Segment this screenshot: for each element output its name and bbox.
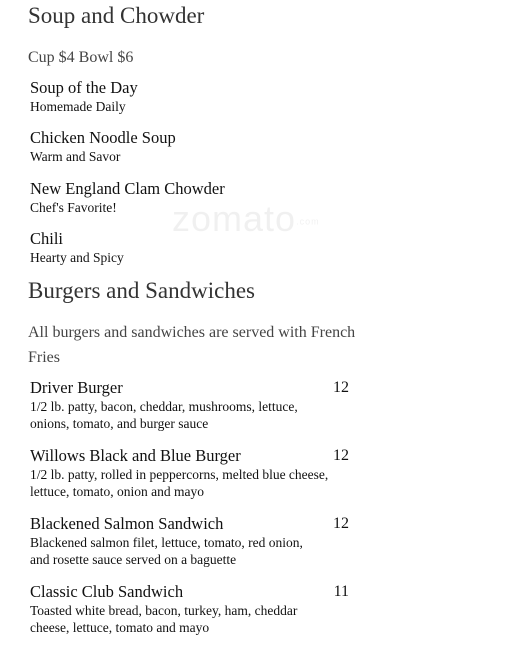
section-subtitle-soup: Cup $4 Bowl $6 bbox=[28, 49, 134, 66]
menu-item-price: 11 bbox=[333, 583, 349, 600]
menu-item-name: Soup of the Day bbox=[30, 78, 138, 97]
menu-item-desc: Homemade Daily bbox=[30, 99, 126, 114]
menu-item-name: Willows Black and Blue Burger bbox=[30, 446, 241, 465]
menu-item-chili bbox=[30, 229, 355, 266]
menu-item-classic-club-sandwich bbox=[30, 582, 355, 636]
section-title-burgers: Burgers and Sandwiches bbox=[28, 278, 255, 303]
menu-item-soup-of-the-day bbox=[30, 78, 355, 115]
menu-item-black-and-blue-burger bbox=[30, 446, 355, 500]
section-title-soup: Soup and Chowder bbox=[28, 3, 205, 28]
menu-item-name: New England Clam Chowder bbox=[30, 179, 225, 198]
watermark-suffix: .com bbox=[296, 216, 320, 227]
menu-item-price: 12 bbox=[333, 379, 349, 396]
menu-item-name: Classic Club Sandwich bbox=[30, 582, 184, 601]
menu-item-price: 12 bbox=[333, 515, 349, 532]
menu-item-desc: Chef's Favorite! bbox=[30, 200, 117, 215]
menu-item-desc: Blackened salmon filet, lettuce, tomato, red onion, and rosette sauce served on a baguette bbox=[30, 535, 303, 567]
watermark-text: zomato bbox=[172, 198, 297, 239]
menu-item-name: Driver Burger bbox=[30, 378, 123, 397]
menu-item-desc: Toasted white bread, bacon, turkey, ham, cheddar cheese, lettuce, tomato and mayo bbox=[30, 603, 298, 635]
menu-item-chicken-noodle-soup bbox=[30, 128, 355, 165]
menu-item-driver-burger bbox=[30, 378, 355, 432]
section-subtitle-burgers: All burgers and sandwiches are served with French Fries bbox=[28, 324, 356, 366]
menu-item-desc: Warm and Savor bbox=[30, 149, 121, 164]
menu-item-clam-chowder bbox=[30, 179, 355, 216]
menu-item-desc: Hearty and Spicy bbox=[30, 250, 124, 265]
menu-item-desc: 1/2 lb. patty, rolled in peppercorns, melted blue cheese, lettuce, tomato, onion and mayo bbox=[30, 467, 329, 499]
menu-item-name: Blackened Salmon Sandwich bbox=[30, 514, 224, 533]
menu-item-desc: 1/2 lb. patty, bacon, cheddar, mushrooms, lettuce, onions, tomato, and burger sauce bbox=[30, 399, 298, 431]
menu-item-blackened-salmon-sandwich bbox=[30, 514, 355, 568]
menu-item-price: 12 bbox=[333, 447, 349, 464]
menu-item-name: Chili bbox=[30, 229, 64, 248]
menu-item-name: Chicken Noodle Soup bbox=[30, 128, 176, 147]
